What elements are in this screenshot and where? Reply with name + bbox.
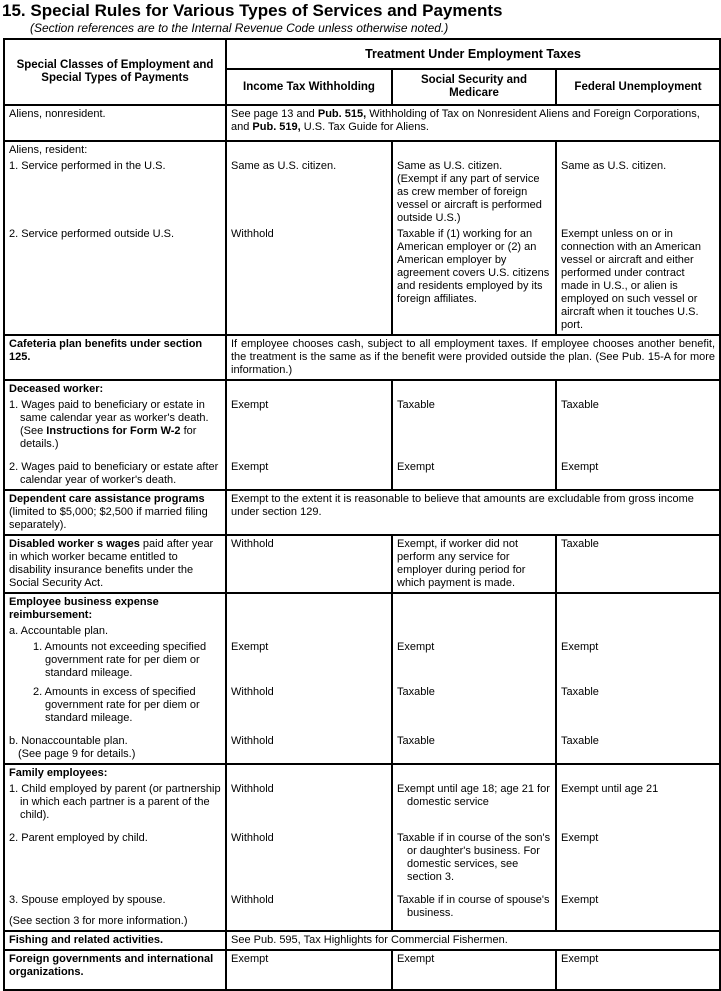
row-deceased-item1 (4, 398, 720, 453)
cell-fu: Taxable (556, 398, 720, 453)
label-aliens-nonresident: Aliens, nonresident. (4, 105, 226, 141)
item-label: 1. Child employed by parent (or partnership in which each partner is a parent of the child). (9, 783, 221, 821)
cell-fu: Same as U.S. citizen. (556, 159, 720, 227)
label-bold-text: Disabled worker s wages (9, 538, 140, 550)
label-wages-after-year (4, 453, 226, 490)
page-subtitle: (Section references are to the Internal Revenue Code unless otherwise noted.) (30, 21, 449, 35)
row-accountable-item2 (4, 682, 720, 727)
cell-itw: Withhold (226, 782, 392, 824)
row-family-item2 (4, 824, 720, 886)
row-nonaccountable-plan (4, 727, 720, 764)
row-family-heading (4, 764, 720, 782)
empty-cell (392, 764, 556, 782)
row-disabled-worker (4, 535, 720, 593)
cell-itw: Withhold (226, 886, 392, 931)
row-family-item3 (4, 886, 720, 931)
label-parent-employed-by-child (4, 824, 226, 886)
value-line: Same as U.S. citizen. (397, 160, 503, 172)
empty-cell (392, 141, 556, 159)
note-pub-515: Pub. 515, (317, 108, 367, 120)
label-text: paid after year in which worker became entitled to disability insurance benefits under the Social Security Act. (9, 538, 214, 589)
item-label: 1. Service performed in the U.S. (9, 160, 166, 172)
item-label: 2. Service performed outside U.S. (9, 228, 175, 240)
empty-cell (556, 380, 720, 398)
label-service-in-us (4, 159, 226, 227)
label-amounts-in-excess (4, 682, 226, 727)
label-amounts-not-exceeding (4, 640, 226, 682)
cell-ssm: Taxable (392, 727, 556, 764)
value-text: Taxable if in course of the son's or daughter's business. For domestic services, see section 3. (397, 832, 551, 883)
note-aliens-nonresident (226, 105, 720, 141)
cell-ssm: Exempt (392, 453, 556, 490)
empty-cell (392, 624, 556, 640)
cell-itw: Withhold (226, 682, 392, 727)
label-cafeteria-plan: Cafeteria plan benefits under section 125. (4, 335, 226, 380)
note-pub-519: Pub. 519, (252, 121, 301, 133)
empty-cell (556, 141, 720, 159)
heading-family-employees: Family employees: (4, 764, 226, 782)
empty-cell (556, 764, 720, 782)
cell-itw: Withhold (226, 727, 392, 764)
cell-ssm (392, 886, 556, 931)
special-rules-table (3, 38, 721, 991)
cell-fu: Taxable (556, 682, 720, 727)
cell-fu: Exempt until age 21 (556, 782, 720, 824)
row-accountable-plan (4, 624, 720, 640)
cell-ssm: Taxable (392, 682, 556, 727)
empty-cell (226, 380, 392, 398)
header-federal-unemployment: Federal Unemployment (556, 69, 720, 105)
heading-deceased-worker: Deceased worker: (4, 380, 226, 398)
cell-itw: Exempt (226, 453, 392, 490)
cell-ssm (392, 824, 556, 886)
note-dependent-care: Exempt to the extent it is reasonable to believe that amounts are excludable from gross income under section 129. (226, 490, 720, 535)
cell-ssm: Exempt (392, 950, 556, 990)
row-aliens-resident-heading (4, 141, 720, 159)
item-label: 2. Parent employed by child. (9, 832, 148, 844)
note-text: See page 13 and (231, 108, 318, 120)
cell-fu: Exempt (556, 950, 720, 990)
item-label: 1. Amounts not exceeding specified government rate for per diem or standard mileage. (33, 641, 207, 679)
cell-itw: Withhold (226, 824, 392, 886)
cell-itw: Exempt (226, 950, 392, 990)
header-row-1 (4, 39, 720, 69)
cell-itw: Withhold (226, 227, 392, 335)
label-child-employed-by-parent (4, 782, 226, 824)
item-label: a. Accountable plan. (9, 625, 109, 637)
item-note: (See page 9 for details.) (18, 748, 136, 760)
cell-fu: Taxable (556, 727, 720, 764)
cell-ssm: Exempt (392, 640, 556, 682)
item-label: 3. Spouse employed by spouse. (9, 894, 166, 906)
label-text: (limited to $5,000; $2,500 if married filing separately). (9, 506, 208, 531)
row-deceased-item2 (4, 453, 720, 490)
note-text: U.S. Tax Guide for Aliens. (300, 121, 429, 133)
row-family-item1 (4, 782, 720, 824)
empty-cell (226, 764, 392, 782)
cell-fu: Exempt (556, 886, 720, 931)
cell-itw: Exempt (226, 398, 392, 453)
row-aliens-resident-item1 (4, 159, 720, 227)
label-fishing: Fishing and related activities. (4, 931, 226, 950)
note-text: Withholding of Tax on Nonresident Aliens and Foreign Corporations, and (231, 108, 700, 133)
cell-fu: Exempt unless on or in connection with an American vessel or aircraft and either performed under contract made in U.S., or alien is employed on such vessel or aircraft when it touches U.S. port. (556, 227, 720, 335)
row-aliens-resident-item2 (4, 227, 720, 335)
label-text: for details.) (20, 425, 197, 450)
cell-ssm (392, 159, 556, 227)
cell-fu: Taxable (556, 535, 720, 593)
item-label (9, 399, 221, 451)
label-accountable-plan (4, 624, 226, 640)
label-service-outside-us (4, 227, 226, 335)
empty-cell (392, 380, 556, 398)
value-text: Exempt until age 18; age 21 for domestic service (397, 783, 550, 808)
row-aliens-nonresident (4, 105, 720, 141)
item-note: (See section 3 for more information.) (9, 915, 188, 927)
label-nonaccountable-plan (4, 727, 226, 764)
cell-fu: Exempt (556, 453, 720, 490)
cell-itw: Withhold (226, 535, 392, 593)
label-spouse-employed-by-spouse (4, 886, 226, 931)
note-cafeteria-plan: If employee chooses cash, subject to all employment taxes. If employee chooses another benefit, the treatment is the same as if the benefit were provided outside the plan. (See Pub. 15-A for more information.) (226, 335, 720, 380)
header-social-security-medicare: Social Security and Medicare (392, 69, 556, 105)
cell-fu: Exempt (556, 824, 720, 886)
empty-cell (226, 141, 392, 159)
row-cafeteria-plan (4, 335, 720, 380)
empty-cell (226, 624, 392, 640)
empty-cell (556, 624, 720, 640)
item-label: b. Nonaccountable plan. (9, 735, 128, 747)
row-deceased-heading (4, 380, 720, 398)
cell-itw: Same as U.S. citizen. (226, 159, 392, 227)
empty-cell (556, 593, 720, 624)
label-dependent-care (4, 490, 226, 535)
value-line: (Exempt if any part of service as crew member of foreign vessel or aircraft is performed outside U.S.) (397, 173, 542, 224)
label-foreign-governments: Foreign governments and international organizations. (4, 950, 226, 990)
row-accountable-item1 (4, 640, 720, 682)
header-special-classes: Special Classes of Employment and Special Types of Payments (4, 39, 226, 105)
item-label: 2. Wages paid to beneficiary or estate after calendar year of worker's death. (9, 461, 219, 486)
cell-ssm: Taxable if (1) working for an American employer or (2) an American employer by agreement covers U.S. citizens and residents employed by its foreign affiliates. (392, 227, 556, 335)
cell-ssm: Taxable (392, 398, 556, 453)
row-employee-expense-heading (4, 593, 720, 624)
item-label: 2. Amounts in excess of specified government rate for per diem or standard mileage. (33, 686, 200, 724)
header-treatment-group: Treatment Under Employment Taxes (226, 39, 720, 69)
cell-ssm: Exempt, if worker did not perform any service for employer during period for which payment is made. (392, 535, 556, 593)
note-fishing: See Pub. 595, Tax Highlights for Commercial Fishermen. (226, 931, 720, 950)
page-title: 15. Special Rules for Various Types of Services and Payments (2, 1, 503, 20)
value-text: Taxable if in course of spouse's business. (397, 894, 550, 919)
cell-itw: Exempt (226, 640, 392, 682)
label-wages-same-year (4, 398, 226, 453)
label-bold-text: Instructions for Form W-2 (46, 425, 181, 437)
cell-fu: Exempt (556, 640, 720, 682)
empty-cell (392, 593, 556, 624)
heading-aliens-resident: Aliens, resident: (4, 141, 226, 159)
row-foreign-governments (4, 950, 720, 990)
heading-employee-expense: Employee business expense reimbursement: (4, 593, 226, 624)
cell-ssm (392, 782, 556, 824)
row-dependent-care (4, 490, 720, 535)
label-disabled-worker (4, 535, 226, 593)
row-fishing (4, 931, 720, 950)
label-text: 1. Wages paid to beneficiary or estate in same calendar year as worker's death. (See (9, 399, 209, 437)
empty-cell (226, 593, 392, 624)
header-income-tax-withholding: Income Tax Withholding (226, 69, 392, 105)
label-bold-text: Dependent care assistance programs (9, 493, 205, 505)
